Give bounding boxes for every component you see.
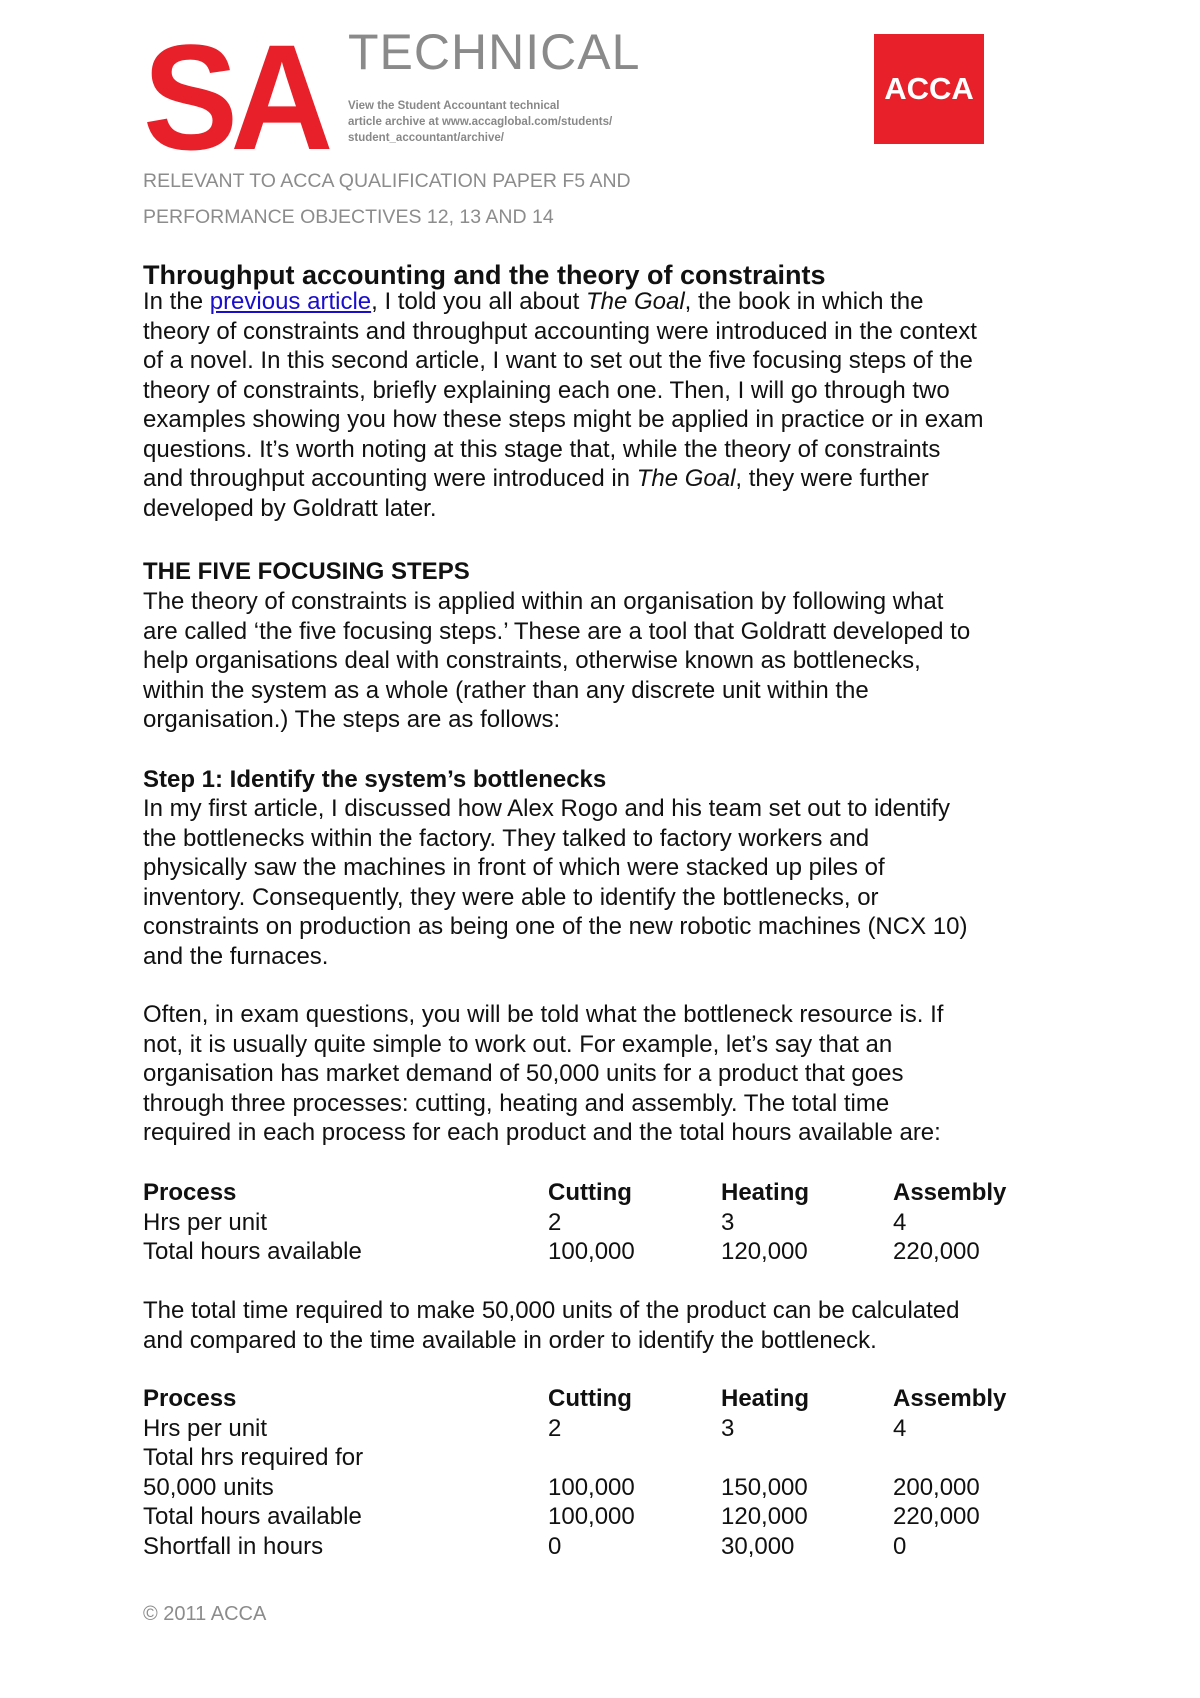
table-cell: 0 (893, 1532, 907, 1560)
text-line (143, 287, 1073, 317)
text-line: through three processes: cutting, heating and assembly. The total time (143, 1089, 890, 1117)
text-line: organisation has market demand of 50,000 units for a product that goes (143, 1060, 904, 1087)
table-row (143, 1473, 1043, 1503)
table-cell: Hrs per unit (143, 1208, 268, 1236)
text-line: physically saw the machines in front of which were stacked up piles of (143, 854, 885, 881)
step1-paragraph-2 (143, 1000, 1073, 1148)
text-line: developed by Goldratt later. (143, 494, 437, 522)
table-row (143, 1208, 1043, 1238)
text-run: , I told you all about (371, 288, 586, 315)
table-cell: 0 (548, 1532, 562, 1560)
text-line (143, 464, 1073, 494)
text-run: and throughput accounting were introduced in (143, 465, 637, 492)
section-heading: THE FIVE FOCUSING STEPS (143, 558, 470, 585)
table-cell: Total hrs required for (143, 1444, 364, 1471)
table-cell: 4 (893, 1414, 907, 1442)
table-cell: 120,000 (721, 1238, 808, 1265)
table-header-row (143, 1384, 1043, 1414)
text-line: The theory of constraints is applied within an organisation by following what (143, 588, 944, 615)
text-line: help organisations deal with constraints, otherwise known as bottlenecks, (143, 647, 921, 674)
archive-line: article archive at www.accaglobal.com/students/ (348, 116, 613, 128)
table-row (143, 1532, 1043, 1562)
text-line: organisation.) The steps are as follows: (143, 706, 561, 733)
table-header: Cutting (548, 1179, 632, 1206)
text-line: required in each process for each product and the total hours available are: (143, 1119, 941, 1146)
shortfall-table (143, 1384, 1043, 1561)
archive-note (348, 98, 668, 146)
text-run: , they were further (735, 465, 929, 492)
text-line: not, it is usually quite simple to work out. For example, let’s say that an (143, 1030, 893, 1058)
table-cell: 220,000 (893, 1503, 980, 1530)
table-header: Heating (721, 1179, 810, 1206)
article-title: Throughput accounting and the theory of constraints (143, 260, 826, 290)
text-line: In my first article, I discussed how Alex Rogo and his team set out to identify (143, 795, 951, 822)
relevance-line: PERFORMANCE OBJECTIVES 12, 13 AND 14 (143, 206, 554, 228)
text-line: examples showing you how these steps might be applied in practice or in exam (143, 406, 984, 433)
text-line: inventory. Consequently, they were able to identify the bottlenecks, or (143, 883, 879, 911)
table-header: Cutting (548, 1385, 632, 1412)
table-cell: 100,000 (548, 1238, 635, 1265)
table-cell: Total hours available (143, 1503, 362, 1530)
acca-logo-text: ACCA (884, 71, 974, 106)
text-run: In the (143, 288, 210, 315)
previous-article-link[interactable]: previous article (209, 288, 372, 315)
table-cell: 150,000 (721, 1473, 808, 1501)
table-cell: 100,000 (548, 1473, 635, 1501)
book-title: The Goal (636, 465, 736, 492)
table-header-row (143, 1178, 1043, 1208)
text-line: theory of constraints, briefly explaining each one. Then, I will go through two (143, 376, 950, 404)
archive-line: View the Student Accountant technical (348, 100, 560, 112)
table-header: Process (143, 1385, 237, 1412)
acca-logo (874, 34, 984, 144)
table-cell: 50,000 units (143, 1473, 274, 1501)
copyright: © 2011 ACCA (143, 1603, 267, 1625)
text-line: are called ‘the five focusing steps.’ These are a tool that Goldratt developed to (143, 617, 971, 645)
text-line: The total time required to make 50,000 units of the product can be calculated (143, 1297, 960, 1324)
text-line: and compared to the time available in order to identify the bottleneck. (143, 1326, 877, 1354)
book-title: The Goal (585, 288, 685, 315)
table-cell: 3 (721, 1208, 735, 1236)
text-line: Often, in exam questions, you will be told what the bottleneck resource is. If (143, 1001, 944, 1028)
section-title: TECHNICAL (348, 24, 641, 80)
table-cell: 4 (893, 1208, 907, 1236)
table-cell: 120,000 (721, 1503, 808, 1530)
table-row (143, 1443, 1043, 1473)
step1-paragraph-1 (143, 794, 1073, 971)
text-run: , the book in which the (684, 288, 924, 315)
text-line: the bottlenecks within the factory. They talked to factory workers and (143, 824, 870, 852)
table-cell: 3 (721, 1414, 735, 1442)
table-cell: 100,000 (548, 1503, 635, 1530)
table-header: Assembly (893, 1179, 1007, 1206)
sa-logo: SA (143, 13, 326, 181)
hours-table (143, 1178, 1043, 1267)
relevance-line: RELEVANT TO ACCA QUALIFICATION PAPER F5 AND (143, 170, 631, 192)
table-cell: Hrs per unit (143, 1414, 268, 1442)
text-line: of a novel. In this second article, I want to set out the five focusing steps of the (143, 347, 973, 374)
step-heading: Step 1: Identify the system’s bottlenecks (143, 766, 607, 793)
table-cell: 220,000 (893, 1238, 980, 1265)
text-line: constraints on production as being one of the new robotic machines (NCX 10) (143, 913, 968, 940)
table-cell: 200,000 (893, 1473, 980, 1501)
relevance-note (143, 163, 631, 235)
step1-paragraph-3 (143, 1296, 1073, 1355)
intro-paragraph (143, 287, 1073, 523)
table-row (143, 1237, 1043, 1267)
table-header: Heating (721, 1385, 810, 1412)
table-cell: 2 (548, 1414, 562, 1442)
text-line: within the system as a whole (rather than any discrete unit within the (143, 676, 869, 704)
table-row (143, 1414, 1043, 1444)
table-cell: Total hours available (143, 1238, 362, 1265)
five-steps-paragraph (143, 587, 1073, 735)
text-line: theory of constraints and throughput accounting were introduced in the context (143, 317, 977, 345)
table-cell: 30,000 (721, 1532, 795, 1560)
text-line: and the furnaces. (143, 942, 329, 970)
text-line: questions. It’s worth noting at this stage that, while the theory of constraints (143, 435, 941, 463)
table-row (143, 1502, 1043, 1532)
table-header: Assembly (893, 1385, 1007, 1412)
table-header: Process (143, 1179, 237, 1206)
table-cell: 2 (548, 1208, 562, 1236)
archive-line: student_accountant/archive/ (348, 132, 504, 144)
table-cell: Shortfall in hours (143, 1532, 324, 1560)
